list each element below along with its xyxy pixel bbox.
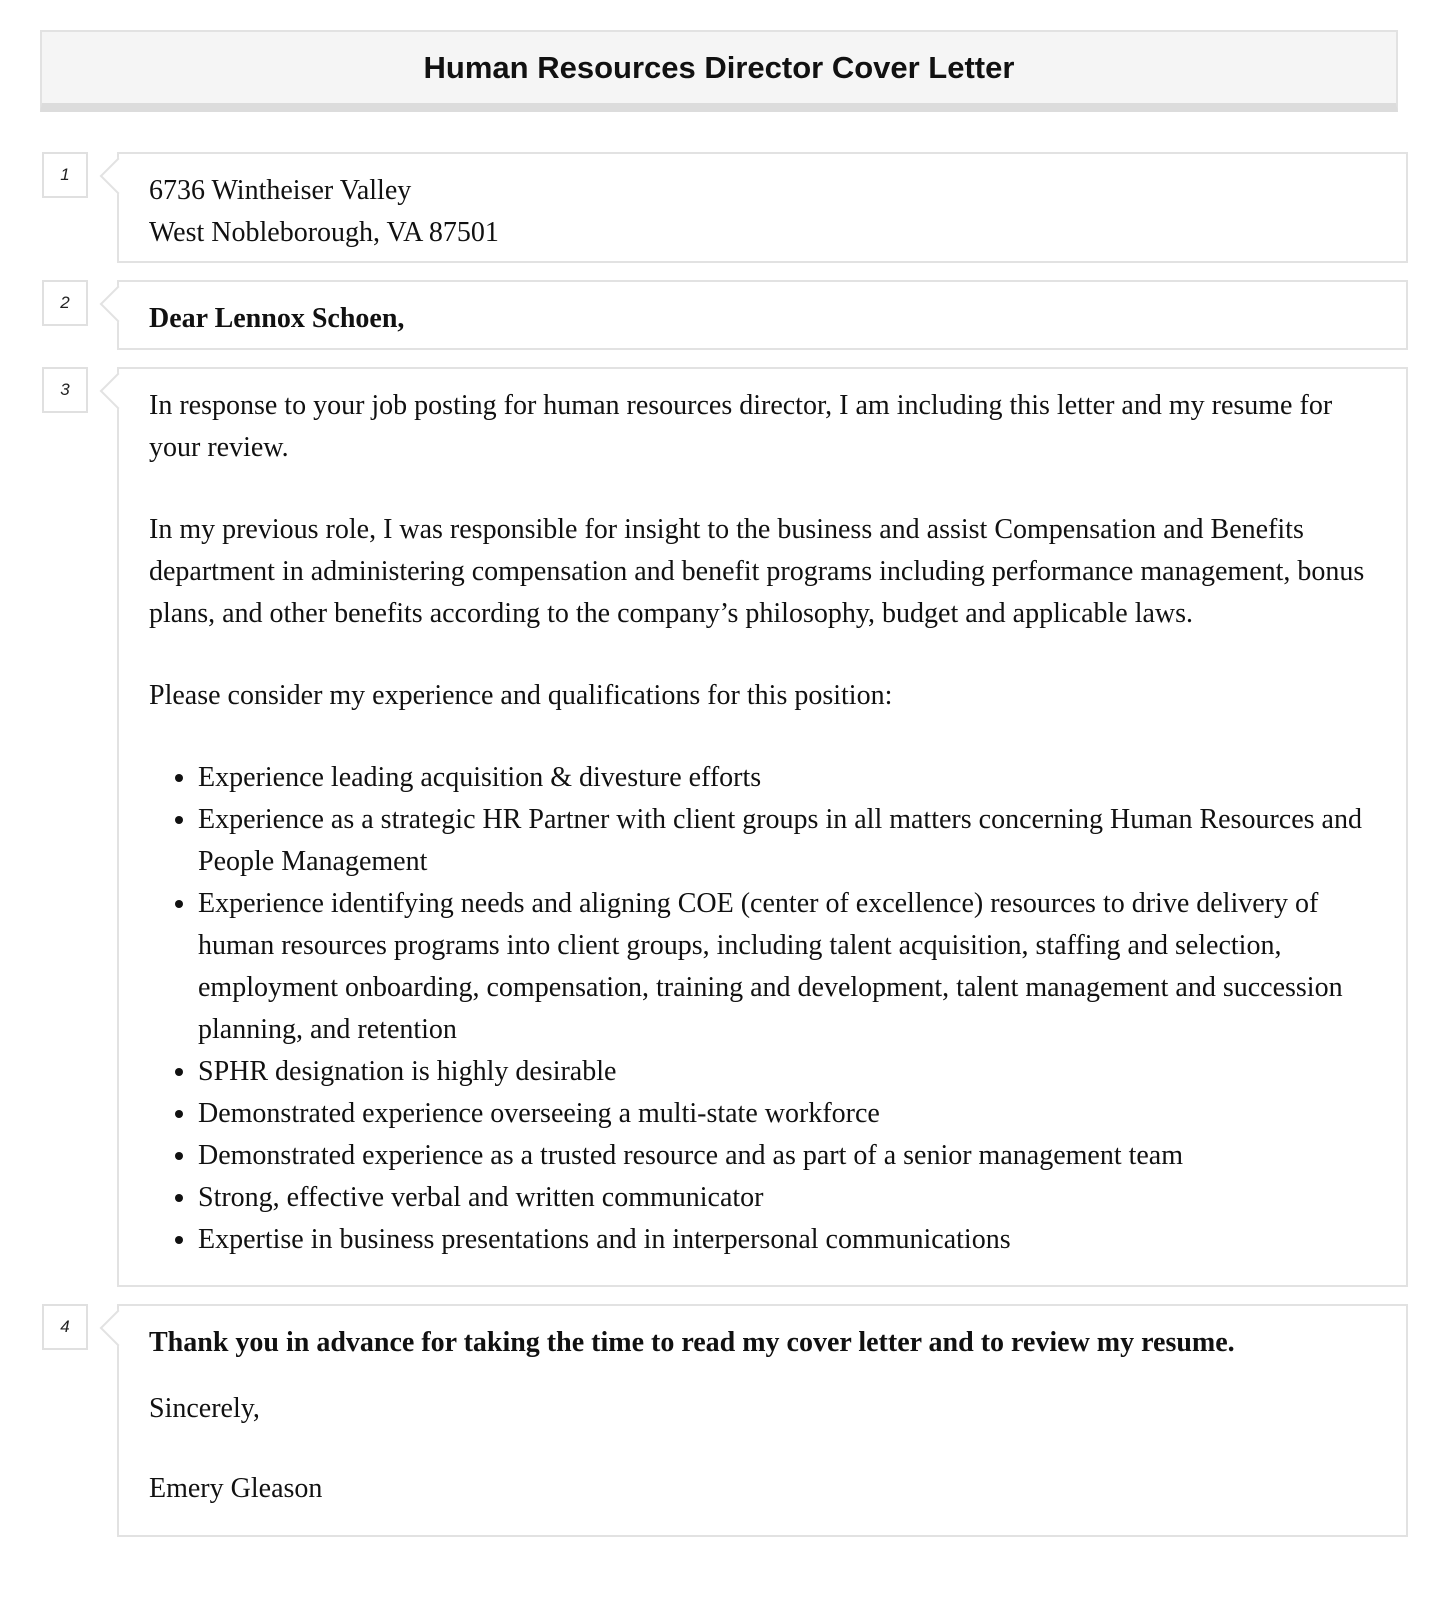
list-item: • Experience as a strategic HR Partner with client groups in all matters concerning Human Resources and People Management (198, 799, 1376, 883)
address-card (117, 152, 1408, 263)
section-number: 1 (42, 152, 88, 198)
section-number: 3 (42, 367, 88, 413)
list-item: • Demonstrated experience as a trusted resource and as part of a senior management team (198, 1135, 1376, 1177)
closing-line: Sincerely, (149, 1393, 260, 1424)
closing-card (117, 1304, 1408, 1537)
intro-paragraph: In response to your job posting for human resources director, I am including this letter and my resume for your review. (149, 390, 1333, 463)
section-number: 4 (42, 1304, 88, 1350)
experience-paragraph: In my previous role, I was responsible for insight to the business and assist Compensation and Benefits department in administering compensation and benefit programs including performance management, bonus plans, and other benefits according to the company’s philosophy, budget and applicable laws. (149, 514, 1365, 629)
list-item: • Experience leading acquisition & divesture efforts (198, 757, 1376, 799)
section-number: 2 (42, 280, 88, 326)
address-line-1: 6736 Wintheiser Valley (149, 175, 412, 206)
list-item: • SPHR designation is highly desirable (198, 1051, 1376, 1093)
signature: Emery Gleason (149, 1473, 323, 1504)
address-line-2: West Nobleborough, VA 87501 (149, 217, 499, 248)
qualifications-intro: Please consider my experience and qualifications for this position: (149, 680, 893, 711)
title-bar (40, 30, 1398, 112)
list-item: • Expertise in business presentations and in interpersonal communications (198, 1219, 1376, 1261)
greeting-card (117, 280, 1408, 350)
qualifications-list (149, 757, 1376, 1261)
body-card (117, 367, 1408, 1287)
page-title: Human Resources Director Cover Letter (423, 49, 1015, 85)
list-item: • Strong, effective verbal and written communicator (198, 1177, 1376, 1219)
thanks-line: Thank you in advance for taking the time to read my cover letter and to review my resume. (149, 1327, 1235, 1358)
greeting: Dear Lennox Schoen, (149, 303, 405, 334)
list-item: • Demonstrated experience overseeing a multi-state workforce (198, 1093, 1376, 1135)
list-item: • Experience identifying needs and aligning COE (center of excellence) resources to drive delivery of human resources programs into client groups, including talent acquisition, staffing and selection, employment onboarding, compensation, training and development, talent management and succession planning, and retention (198, 883, 1376, 1051)
